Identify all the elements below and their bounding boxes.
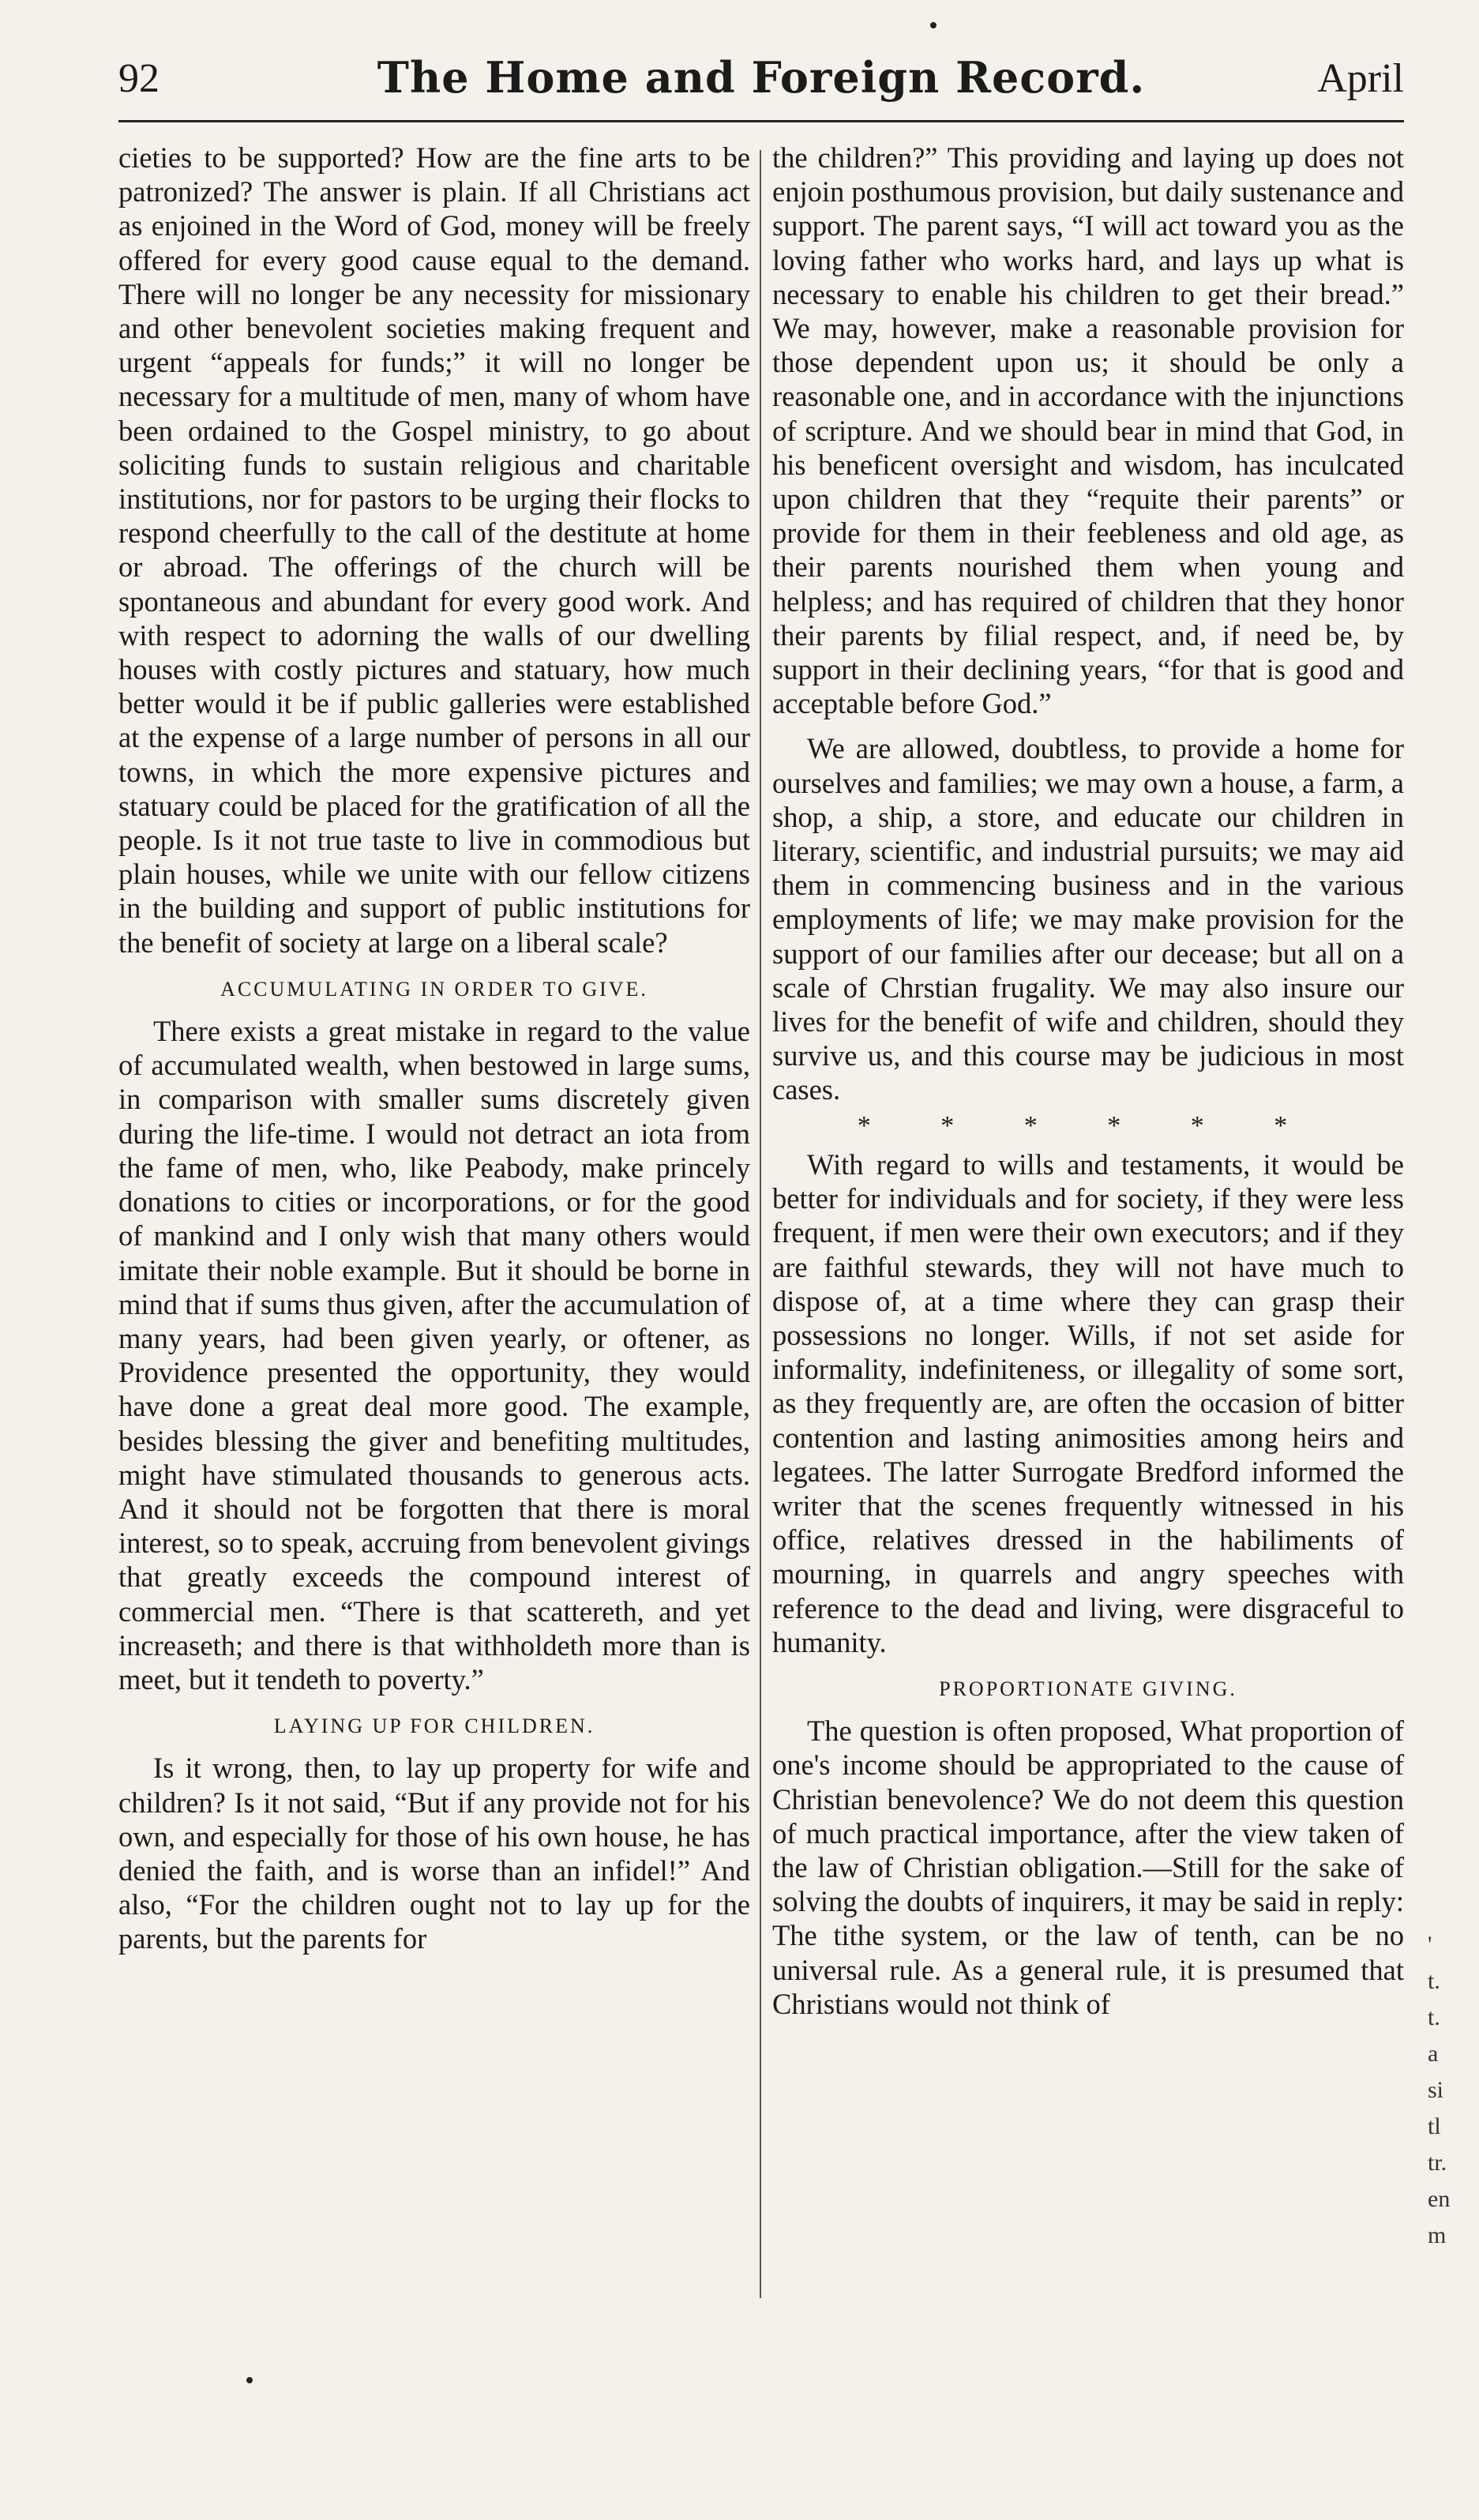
paragraph: cieties to be supported? How are the fine arts to be patronized? The answer is plain. If all Christians act as enjoined in the Word of God, money will be freely offered for every good cause equal to the demand. There will no longer be any necessity for missionary and other benevolent societies making frequent and urgent “appeals for funds;” it will no longer be necessary for a multitude of men, many of whom have been ordained to the Gospel ministry, to go about soliciting funds to sustain religious and charitable institutions, nor for pastors to be urging their flocks to respond cheerfully to the call of the destitute at home or abroad. The offerings of the church will be spontaneous and abundant for every good work. And with respect to adorning the walls of our dwelling houses with costly pictures and statuary, how much better would it be if public galleries were established at the expense of a large number of persons in all our towns, in which the more expensive pictures and statuary could be placed for the gratification of all the people. Is it not true taste to live in commodious but plain houses, while we unite with our fellow citizens in the building and support of public institutions for the benefit of society at large on a liberal scale? [118,141,750,959]
section-break-stars: * * * * * * [857,1110,1319,1140]
section-heading-laying-up: LAYING UP FOR CHILDREN. [273,1714,595,1738]
paragraph: Is it wrong, then, to lay up property for wife and children? Is it not said, “But if any provide not for his own, and especially for those of his own house, he has denied the faith, and is worse than an infidel!” And also, “For the children ought not to lay up for the parents, but the parents for [118,1752,750,1955]
paragraph: the children?” This providing and laying up does not enjoin posthumous provision, but daily sustenance and support. The parent says, “I will act toward you as the loving father who works hard, and lays up what is necessary to enable his children to get their bread.” We may, however, make a reasonable provision for those dependent upon us; it should be only a reasonable one, and in accordance with the injunctions of scripture. And we should bear in mind that God, in his beneficent oversight and wisdom, has inculcated upon children that they “requite their parents” or provide for them in their feebleness and old age, as their parents nourished them when young and helpless; and has required of children that they honor their parents by filial respect, and, if need be, by support in their declining years, “for that is good and acceptable before God.” [772,141,1404,720]
bleed-fragment: t. [1428,2004,1440,2030]
page-header [118,52,1404,125]
bleed-fragment: m [1428,2222,1447,2248]
running-title: The Home and Foreign Record. [377,52,1146,103]
paragraph: There exists a great mistake in regard to the value of accumulated wealth, when bestowed in large sums, in comparison with smaller sums discretely given during the life-time. I would not detract an iota from the fame of men, who, like Peabody, make princely donations to cities or incorporations, or for the good of mankind and I only wish that many others would imitate their noble example. But it should be borne in mind that if sums thus given, after the accumulation of many years, had been given yearly, or oftener, as Providence presented the opportunity, they would have done a great deal more good. The example, besides blessing the giver and benefiting multitudes, might have stimulated thousands to generous acts. And it should not be forgotten that there is moral interest, so to speak, accruing from benevolent givings that greatly exceeds the compound interest of commercial men. “There is that scattereth, and yet increaseth; and there is that withholdeth more than is meet, but it tendeth to poverty.” [118,1015,750,1696]
bleed-fragment: si [1428,2077,1444,2103]
page-number: 92 [118,56,160,101]
paragraph: The question is often proposed, What proportion of one's income should be appropriated to the cause of Christian benevolence? We do not deem this question of much practical importance, after the view taken of the law of Christian obligation.—Still for the sake of solving the doubts of inquirers, it may be said in reply: The tithe system, or the law of tenth, can be no universal rule. As a general rule, it is presumed that Christians would not think of [772,1714,1404,2020]
bleed-fragment: ' [1428,1932,1432,1958]
paragraph: With regard to wills and testaments, it would be better for individuals and for society, if they were less frequent, if men were their own executors; and if they are faithful stewards, they will not have much to dispose of, at a time where they can grasp their possessions no longer. Wills, if not set aside for informality, indefiniteness, or illegality of some sort, as they frequently are, are often the occasion of bitter contention and lasting animosities among heirs and legatees. The latter Surrogate Bredford informed the writer that the scenes frequently witnessed in his office, relatives dressed in the habiliments of mourning, in quarrels and angry speeches with reference to the dead and living, were disgraceful to humanity. [772,1147,1404,1658]
adjacent-page-bleed [1428,1927,1475,2254]
bleed-fragment: a [1428,2041,1439,2067]
issue-month: April [1317,56,1404,101]
section-heading-proportionate: PROPORTIONATE GIVING. [939,1677,1237,1700]
paragraph: We are allowed, doubtless, to provide a home for ourselves and families; we may own a house, a farm, a shop, a ship, a store, and educate our children in literary, scientific, and industrial pursuits; we may aid them in commencing business and in the various employments of life; we may make provision for the support of our families after our decease; but all on a scale of Chrstian frugality. We may also insure our lives for the benefit of wife and children, should they survive us, and this course may be judicious in most cases. [772,732,1404,1106]
column-divider [760,150,761,2298]
bleed-fragment: tr. [1428,2150,1447,2176]
bleed-fragment: t. [1428,1968,1440,1994]
bleed-fragment: tl [1428,2113,1441,2139]
bleed-fragment: en [1428,2186,1451,2212]
section-heading-accumulating: ACCUMULATING IN ORDER TO GIVE. [220,977,648,1001]
print-speck [930,22,937,28]
right-column [772,141,1404,2021]
header-rule [118,120,1404,122]
print-speck [246,2377,253,2383]
left-column [118,141,750,1956]
